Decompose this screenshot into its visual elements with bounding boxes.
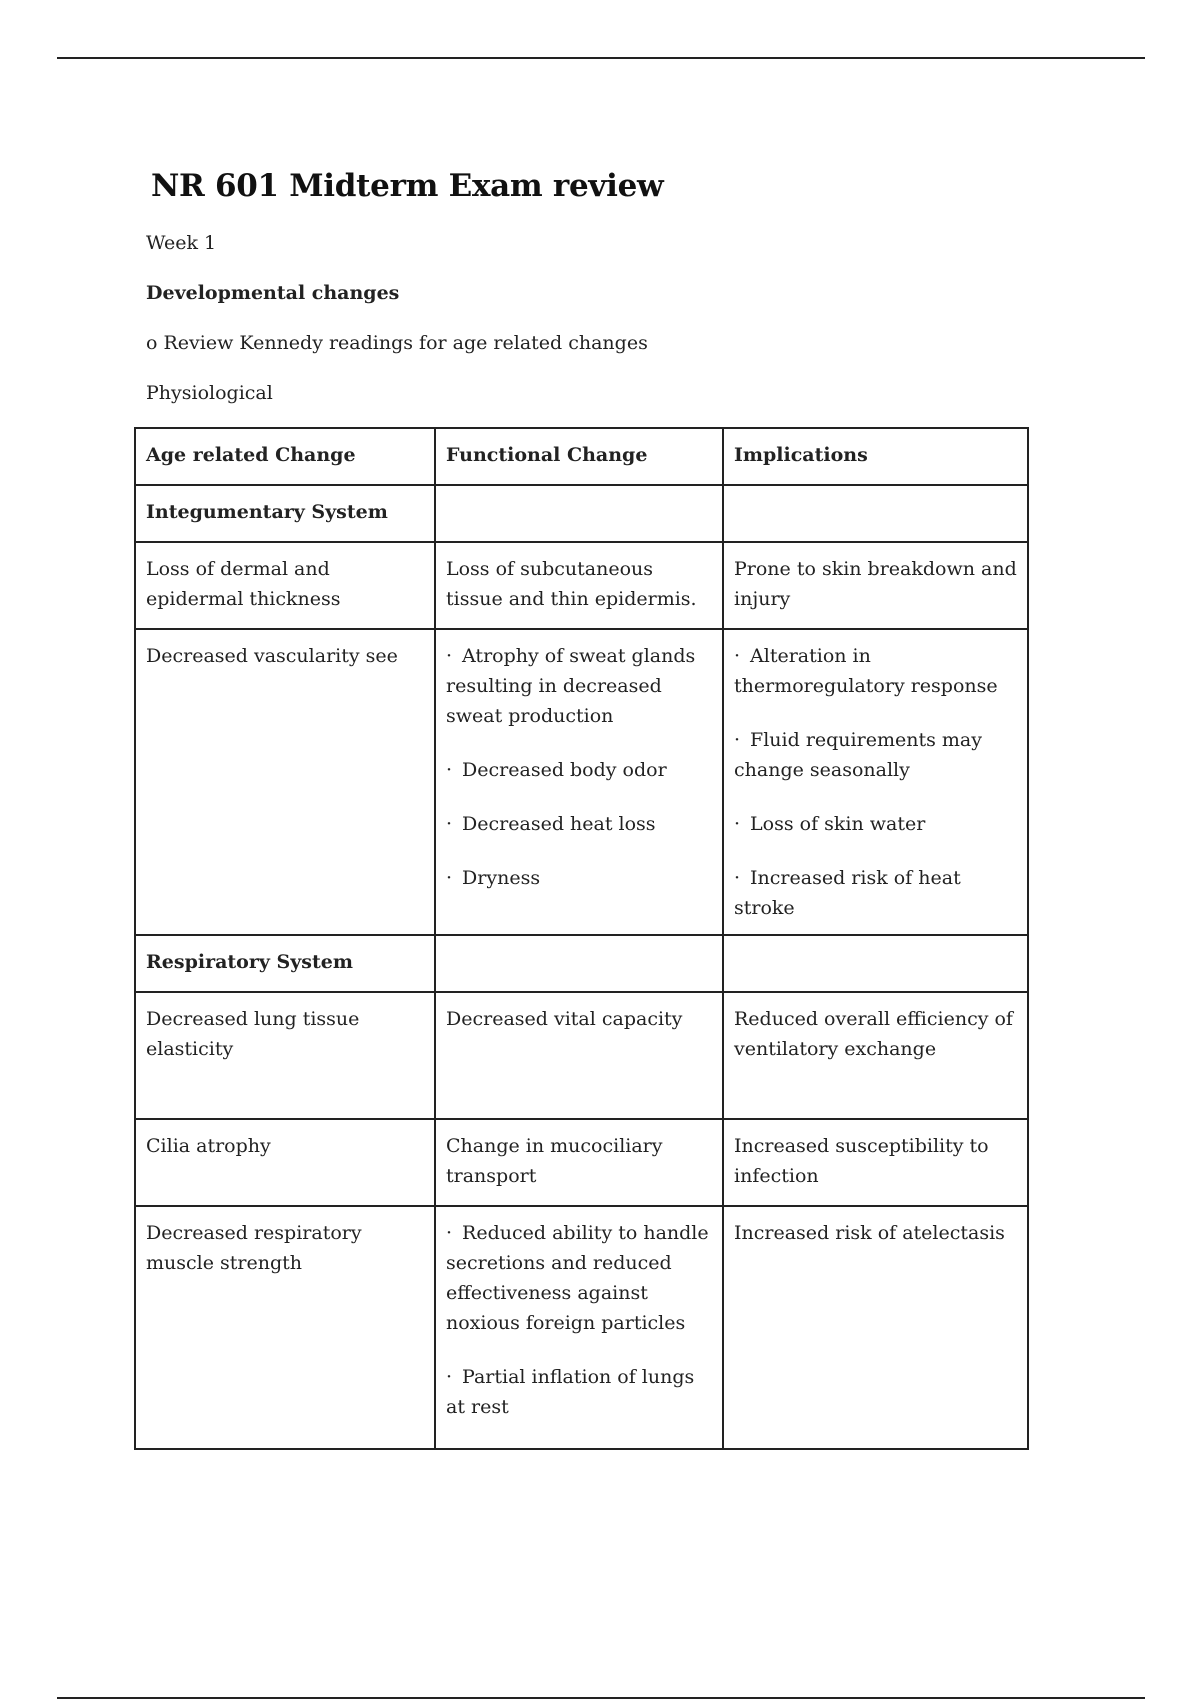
bullet-icon: · (446, 867, 453, 889)
section-heading: Developmental changes (146, 282, 400, 304)
age-change-cell: Loss of dermal and epidermal thickness (135, 542, 435, 629)
section-row-integumentary (135, 485, 1028, 542)
table-header-row (135, 428, 1028, 485)
implications-cell: Increased risk of atelectasis (723, 1206, 1028, 1449)
age-change-cell: Cilia atrophy (135, 1119, 435, 1206)
functional-change-cell: Change in mucociliary transport (435, 1119, 723, 1206)
section-label: Integumentary System (135, 485, 435, 542)
header-age-change: Age related Change (135, 428, 435, 485)
subheading: Physiological (146, 382, 273, 404)
bullet-icon: · (446, 813, 453, 835)
functional-change-cell: Loss of subcutaneous tissue and thin epidermis. (435, 542, 723, 629)
bullet-icon: · (734, 729, 741, 751)
empty-cell (435, 485, 723, 542)
bullet-item: · Fluid requirements may change seasonally (734, 729, 982, 781)
bullet-item: · Dryness (446, 867, 541, 889)
header-implications: Implications (723, 428, 1028, 485)
functional-change-cell: Decreased vital capacity (435, 992, 723, 1119)
table-row (135, 1119, 1028, 1206)
bullet-item: · Decreased heat loss (446, 813, 656, 835)
empty-cell (435, 935, 723, 992)
bullet-icon: · (446, 1366, 453, 1388)
bullet-icon: · (446, 759, 453, 781)
age-changes-table (134, 427, 1029, 1450)
bullet-item: · Atrophy of sweat glands resulting in decreased sweat production (446, 645, 696, 727)
section-row-respiratory (135, 935, 1028, 992)
empty-cell (723, 485, 1028, 542)
bullet-icon: · (446, 1222, 453, 1244)
empty-cell (723, 935, 1028, 992)
table-row (135, 992, 1028, 1119)
table-row (135, 1206, 1028, 1449)
bottom-rule (57, 1697, 1145, 1699)
implications-cell: Prone to skin breakdown and injury (723, 542, 1028, 629)
functional-change-cell (435, 629, 723, 935)
bullet-item: · Increased risk of heat stroke (734, 867, 961, 919)
bullet-item: · Loss of skin water (734, 813, 926, 835)
bullet-icon: · (446, 645, 453, 667)
document-title: NR 601 Midterm Exam review (151, 168, 664, 204)
age-change-cell: Decreased vascularity see (135, 629, 435, 935)
bullet-item: · Alteration in thermoregulatory response (734, 645, 998, 697)
bullet-item: · Decreased body odor (446, 759, 667, 781)
functional-change-cell (435, 1206, 723, 1449)
age-change-cell: Decreased lung tissue elasticity (135, 992, 435, 1119)
table-row (135, 629, 1028, 935)
implications-cell (723, 629, 1028, 935)
implications-cell: Reduced overall efficiency of ventilatory exchange (723, 992, 1028, 1119)
table-row (135, 542, 1028, 629)
bullet-icon: · (734, 867, 741, 889)
age-change-cell: Decreased respiratory muscle strength (135, 1206, 435, 1449)
section-label: Respiratory System (135, 935, 435, 992)
bullet-icon: · (734, 645, 741, 667)
bullet-icon: · (734, 813, 741, 835)
week-label: Week 1 (146, 232, 217, 254)
document-header (146, 168, 1046, 406)
implications-cell: Increased susceptibility to infection (723, 1119, 1028, 1206)
top-rule (57, 57, 1145, 59)
header-functional-change: Functional Change (435, 428, 723, 485)
bullet-item: · Partial inflation of lungs at rest (446, 1366, 695, 1418)
review-note: o Review Kennedy readings for age related changes (146, 332, 648, 354)
bullet-item: · Reduced ability to handle secretions and reduced effectiveness against noxious foreign particles (446, 1222, 709, 1334)
